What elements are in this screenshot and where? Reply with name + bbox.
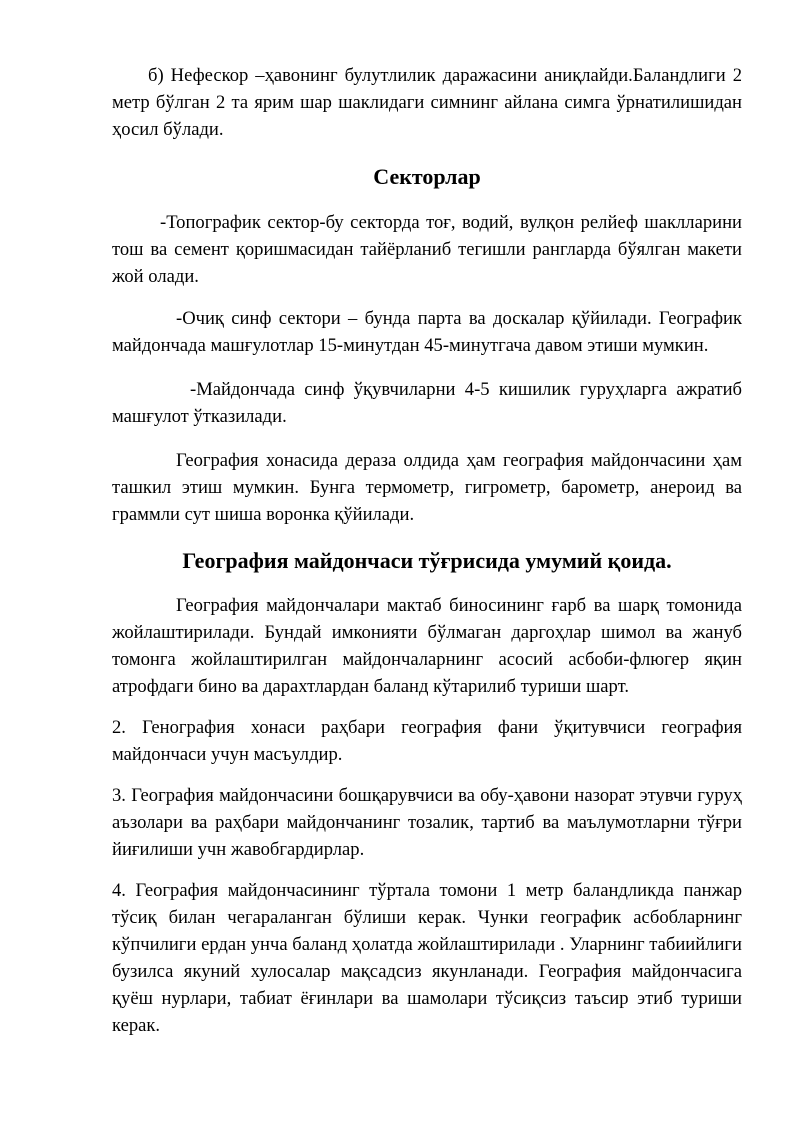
paragraph-open-class: -Очиқ синф сектори – бунда парта ва доскалар қўйилади. Географик майдончада машғулотлар 15-минутдан 45-минутгача давом этиши мумкин.: [112, 308, 742, 356]
paragraph-rule-3: 3. География майдончасини бошқарувчиси ва обу-ҳавони назорат этувчи гуруҳ аъзолари ва раҳбари майдончанинг тозалик, тартиб ва маълумотларни тўғри йиғилиши учн жавобгардирлар.: [112, 785, 742, 860]
paragraph-rule-4: 4. География майдончасининг тўртала томони 1 метр баландликда панжар тўсиқ билан чегараланган бўлиши керак. Чунки географик асбобларнинг кўпчилиги ердан унча баланд ҳолатда жойлаштирилади . Уларнинг табиийлиги бузилса якуний хулосалар мақсадсиз якунланади. География майдончасига қуёш нурлари, табиат ёғинлари ва шамолари тўсиқсиз таъсир этиб туриши керак.: [112, 880, 742, 1036]
heading-sectors: Секторлар: [373, 164, 481, 189]
paragraph-rule-2: 2. Генография хонаси раҳбари география фани ўқитувчиси география майдончаси учун масъулдир.: [112, 717, 742, 765]
paragraph-room: География хонасида дераза олдида ҳам география майдончасини ҳам ташкил этиш мумкин. Бунга термометр, гигрометр, барометр, анероид ва граммли сут шиша воронка қўйилади.: [112, 450, 742, 525]
heading-general-rule: География майдончаси тўғрисида умумий қоида.: [182, 548, 672, 573]
paragraph-rule-1: География майдончалари мактаб биносининг ғарб ва шарқ томонида жойлаштирилади. Бундай имконияти бўлмаган даргоҳлар шимол ва жануб томонга жойлаштирилган майдончаларнинг асосий асбоби-флюгер яқин атрофдаги бино ва дарахтлардан баланд кўтарилиб туриши шарт.: [112, 595, 742, 697]
paragraph-groups: -Майдончада синф ўқувчиларни 4-5 кишилик гуруҳларга ажратиб машғулот ўтказилади.: [112, 379, 742, 427]
paragraph-intro: б) Нефескор –ҳавонинг булутлилик даражасини аниқлайди.Баландлиги 2 метр бўлган 2 та ярим шар шаклидаги симнинг айлана симга ўрнатилишидан ҳосил бўлади.: [112, 65, 742, 140]
document-page: [112, 62, 742, 1039]
paragraph-topographic: -Топографик сектор-бу секторда тоғ, водий, вулқон релйеф шаклларини тош ва семент қоришмасидан тайёрланиб тегишли рангларда бўялган макети жой олади.: [112, 212, 742, 287]
